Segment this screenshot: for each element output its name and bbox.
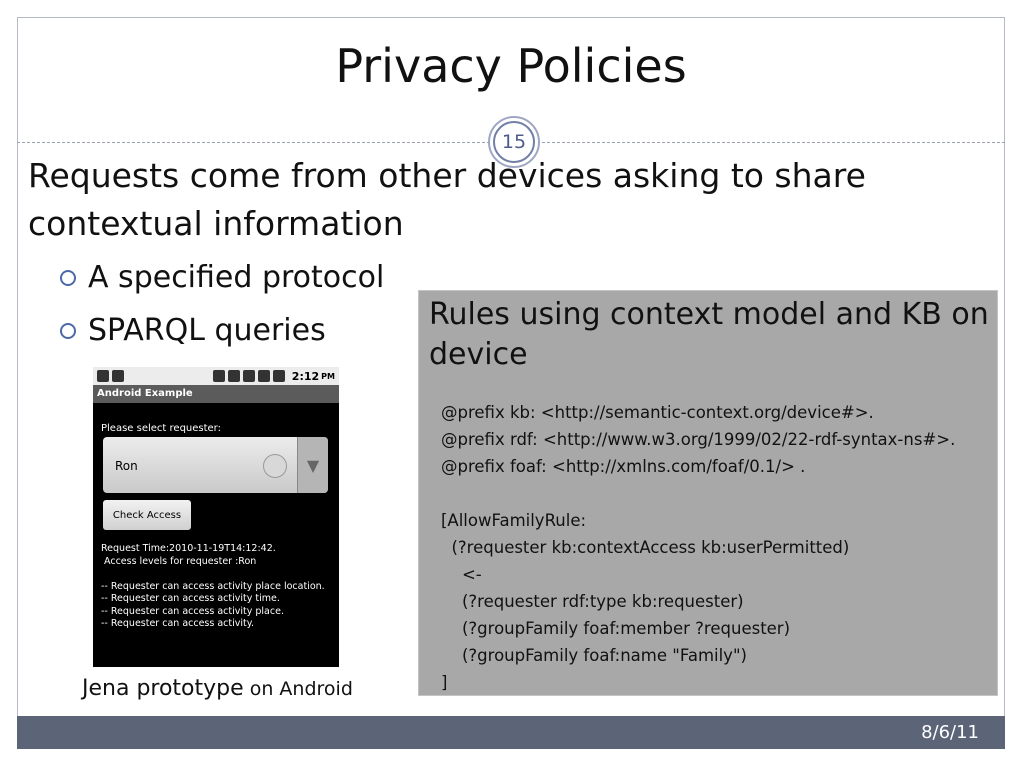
status-ampm: PM	[321, 371, 335, 381]
code-line: [AllowFamilyRule:	[441, 511, 587, 530]
selected-requester: Ron	[115, 459, 138, 473]
code-line	[441, 480, 997, 507]
vibrate-icon	[213, 370, 225, 382]
code-line: (?groupFamily foaf:name "Family")	[441, 646, 747, 665]
check-access-button[interactable]: Check Access	[103, 500, 191, 530]
footer-bar	[17, 716, 1005, 749]
output-line: -- Requester can access activity time.	[101, 593, 280, 604]
output-line: -- Requester can access activity place.	[101, 605, 284, 617]
slide-number: 15	[493, 121, 535, 163]
caption-main: Jena prototype	[82, 676, 244, 701]
dropdown-arrow-icon[interactable]: ▼	[297, 437, 328, 493]
phone-app-title: Android Example	[93, 385, 339, 403]
main-bullet: Requests come from other devices asking to share contextual information	[28, 156, 866, 243]
code-line: @prefix foaf: <http://xmlns.com/foaf/0.1/> .	[441, 457, 806, 476]
notification-icon	[112, 370, 124, 382]
3g-icon	[228, 370, 240, 382]
output-line: Request Time:2010-11-19T14:12:42.	[101, 543, 276, 554]
code-line: <-	[441, 565, 482, 584]
code-line: @prefix kb: <http://semantic-context.org/device#>.	[441, 403, 874, 422]
output-line: -- Requester can access activity.	[101, 618, 255, 629]
circle-bullet-icon	[60, 323, 76, 339]
usb-icon	[97, 370, 109, 382]
sub-bullet-sparql	[60, 311, 326, 351]
sub-bullet-protocol	[60, 258, 384, 298]
slide-title: Privacy Policies	[335, 39, 687, 93]
access-output	[101, 543, 337, 631]
caption-small: on Android	[243, 678, 353, 700]
code-line: @prefix rdf: <http://www.w3.org/1999/02/22-rdf-syntax-ns#>.	[441, 430, 956, 449]
status-time: 2:12	[291, 369, 320, 383]
output-line: -- Requester can access activity place location.	[101, 580, 325, 592]
code-line: (?requester kb:contextAccess kb:userPermitted)	[441, 538, 850, 557]
radio-icon	[263, 454, 287, 478]
select-label: Please select requester:	[101, 423, 221, 434]
circle-bullet-icon	[60, 270, 76, 286]
battery-icon	[258, 370, 270, 382]
rules-box	[418, 290, 998, 696]
output-line	[101, 568, 337, 581]
code-line: (?requester rdf:type kb:requester)	[441, 592, 744, 611]
code-line: ]	[441, 673, 448, 692]
code-line: (?groupFamily foaf:member ?requester)	[441, 619, 791, 638]
sub-bullet-text: SPARQL queries	[88, 313, 326, 348]
android-screenshot	[93, 367, 339, 667]
phone-status-bar	[93, 367, 339, 385]
rules-title: Rules using context model and KB on device	[429, 297, 989, 372]
alarm-icon	[273, 370, 285, 382]
phone-caption	[82, 676, 353, 701]
output-line: Access levels for requester :Ron	[101, 555, 257, 567]
footer-date: 8/6/11	[921, 722, 979, 743]
rules-code	[441, 399, 997, 696]
sub-bullet-text: A specified protocol	[88, 260, 385, 295]
signal-icon	[243, 370, 255, 382]
requester-select[interactable]	[103, 437, 328, 493]
